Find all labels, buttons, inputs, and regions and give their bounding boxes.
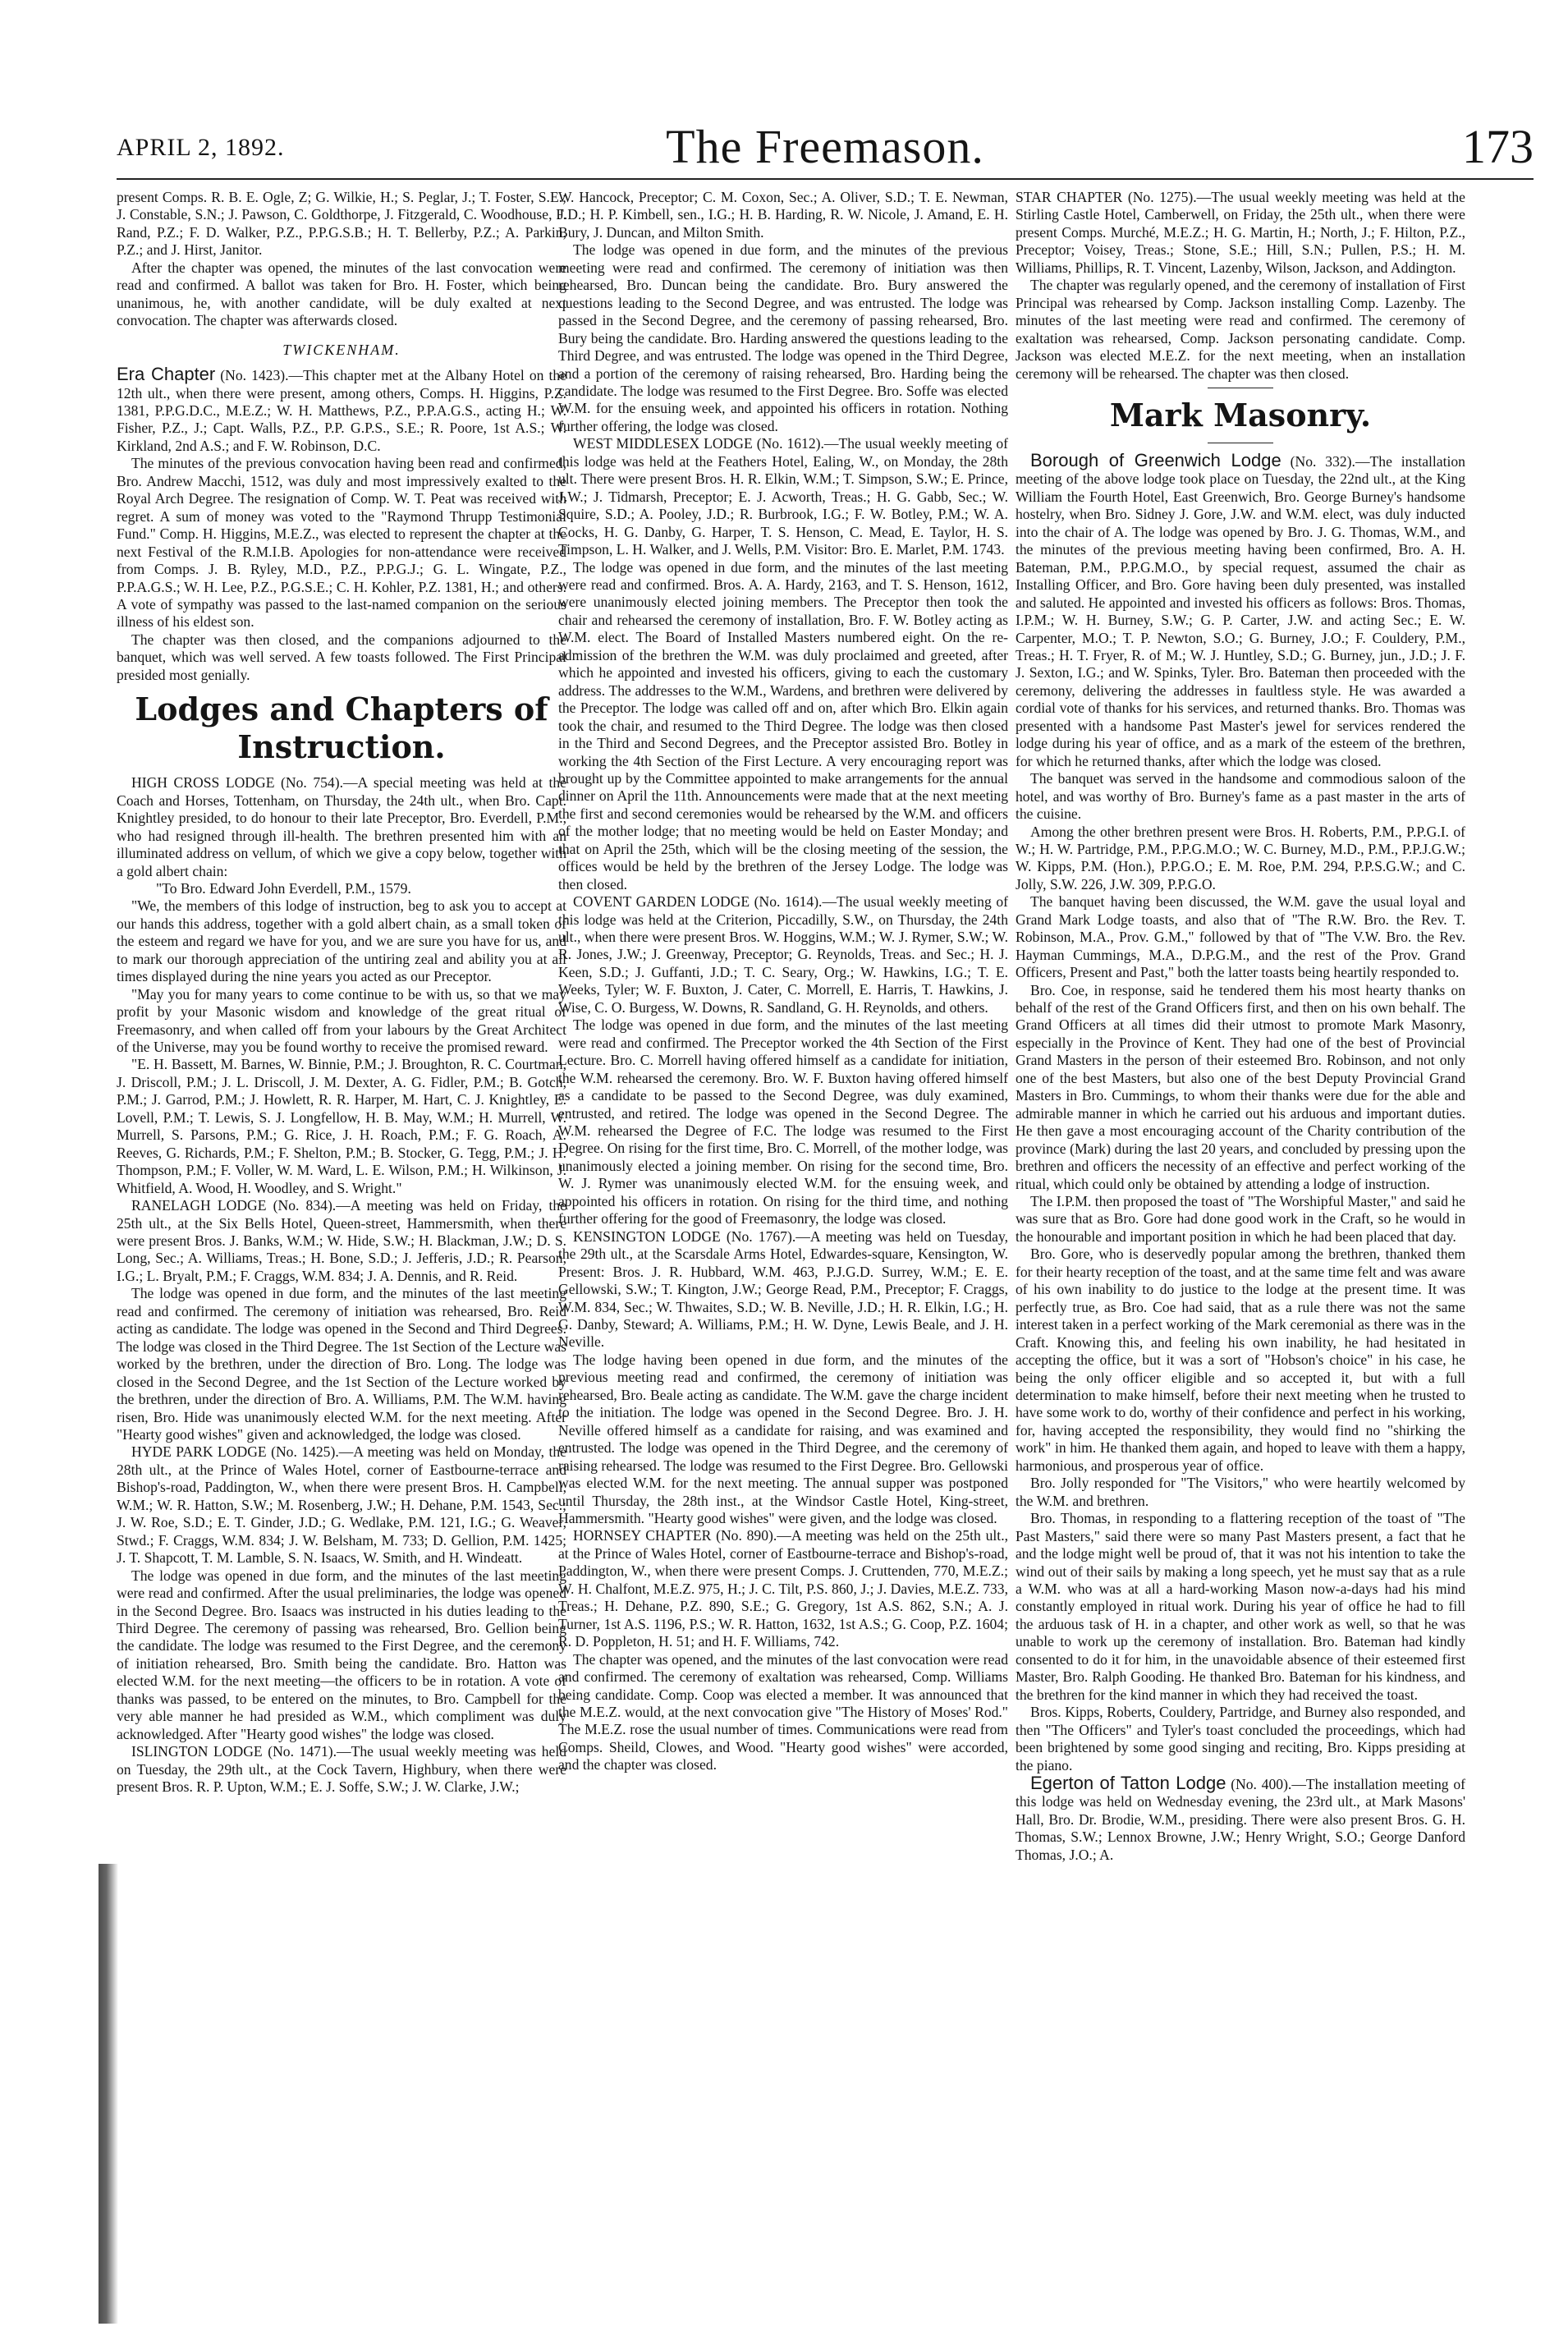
paragraph: COVENT GARDEN LODGE (No. 1614).—The usual weekly meeting of this lodge was held at the Criterion, Piccadilly, S.W., on Thursday, the 24th ult., when there were present Bros. W. Hoggins, W.M.; W. J. Rymer, S.W.; W. R. Jones, J.W.; J. Greenway, Preceptor; G. Reynolds, Treas. and Sec.; H. J. Keen, S.D.; J. Guffanti, J.D.; T. C. Seary, Org.; W. Hawkins, I.G.; T. E. Weeks, Tyler; W. F. Buxton, J. Cater, C. Morrell, E. Harris, T. Hawkins, J. Wise, C. O. Burgess, W. Downs, R. Sandland, G. H. Reynolds, and others. [558, 893, 1008, 1016]
article-title: Era Chapter [117, 364, 216, 385]
paragraph: The lodge was opened in due form, and the minutes of the last meeting were read and confirmed. Bros. A. A. Hardy, 2163, and T. S. Henson, 1612, were unanimously elected joining members. The Preceptor then took the chair and rehearsed the ceremony of installation, Bro. F. W. Botley acting as W.M. elect. The Board of Installed Masters numbered eight. On the re-admission of the brethren the W.M. was duly proclaimed and greeted, after which he appointed and invested his officers, giving to each the customary address. The addresses to the W.M., Wardens, and brethren were delivered by the Preceptor. The lodge was called off and on, after which Bro. Elkin again took the chair, and resumed to the Third Degree. The lodge was then closed in the Third and Second Degrees, and the Preceptor assisted Bro. Botley in working the 4th Section of the First Lecture. A very encouraging report was brought up by the Committee appointed to make arrangements for the annual dinner on April the 11th. Announcements were made that at the next meeting the first and second ceremonies would be rehearsed by the W.M. and officers of the mother lodge; that no meeting would be held on Easter Monday; and that on April the 25th, which will be the closing meeting of the session, the offices would be held by the brethren of the Jersey Lodge. The lodge was then closed. [558, 558, 1008, 892]
paragraph: The lodge was opened in due form, and the minutes of the last meeting were read and confirmed. The Preceptor worked the 4th Section of the First Lecture. Bro. C. Morrell having offered himself as a candidate for initiation, the W.M. rehearsed the ceremony. Bro. W. F. Buxton having offered himself as a candidate to be passed to the Second Degree, was duly examined, entrusted, and retired. The lodge was opened in the Second Degree. The W.M. rehearsed the Degree of F.C. The lodge was resumed to the First Degree. On rising for the first time, Bro. C. Morrell, of the mother lodge, was unanimously elected a joining member. On rising for the second time, Bro. W. J. Rymer was unanimously elected W.M. for the ensuing week, and appointed his officers in rotation. On rising for the third time, and nothing further offering for the good of Freemasonry, the lodge was closed. [558, 1016, 1008, 1227]
article-borough-of-greenwich [1016, 449, 1465, 770]
article-body: (No. 332).—The installation meeting of the above lodge took place on Tuesday, the 22nd ult., at the King William the Fourth Hotel, East Greenwich, Bro. George Burney's handsome hostelry, when Bro. Sidney J. Gore, J.W. and W.M. elect, was duly inducted into the chair of A. The lodge was opened by Bro. J. G. Thomas, W.M., and the minutes of the previous meeting having been confirmed, Bro. A. H. Bateman, P.M., P.P.G.M.O., by special request, assumed the chair as Installing Officer, and Bro. Gore having been duly presented, was installed and saluted. He appointed and invested his officers as follows: Bros. Thomas, I.P.M.; W. H. Burney, S.W.; G. P. Carter, J.W. and acting Sec.; E. W. Carpenter, M.O.; T. P. Newton, S.O.; G. Burney, J.O.; F. Couldery, P.M., Treas.; H. T. Fryer, R. of M.; W. J. Huntley, S.D.; G. Burney, jun., J.D.; J. F. J. Sexton, I.G.; and W. Spinks, Tyler. Bro. Bateman then proceeded with the ceremony, delivering the addresses in faultless style. He was awarded a cordial vote of thanks for his services, and returned thanks. Bro. Thomas was presented with a handsome Past Master's jewel for services rendered the lodge during his year of office, and as a mark of the esteem of the brethren, for which he returned thanks, after which the lodge was closed. [1016, 452, 1465, 769]
paragraph: Bros. Kipps, Roberts, Couldery, Partridge, and Burney also responded, and then "The Officers" and Tyler's toast concluded the proceedings, which had been brightened by some good singing and reciting, Bro. Kipps presiding at the piano. [1016, 1704, 1465, 1773]
publication-title: The Freemason. [666, 120, 984, 173]
article-title: Egerton of Tatton Lodge [1030, 1772, 1226, 1793]
paragraph: HYDE PARK LODGE (No. 1425).—A meeting was held on Monday, the 28th ult., at the Prince of Wales Hotel, corner of Eastbourne-terrace and Bishop's-road, Paddington, W., when there were present Bros. H. Campbell, W.M.; W. R. Hatton, S.W.; M. Rosenberg, J.W.; H. Dehane, P.M. 1543, Sec.; J. W. Roe, S.D.; E. T. Ginder, J.D.; G. Wedlake, P.M. 121, I.G.; G. Weaver, Stwd.; F. Craggs, W.M. 834; J. W. Belsham, M. 733; D. Gellion, P.M. 1425; J. T. Shapcott, T. M. Lamble, S. N. Isaacs, W. Smith, and H. Windeatt. [117, 1443, 566, 1567]
address-salutation: "To Bro. Edward John Everdell, P.M., 1579. [156, 879, 411, 897]
scan-binding-shadow [99, 1864, 118, 2324]
column-2 [558, 189, 1008, 1774]
paragraph: The lodge having been opened in due form, and the minutes of the previous meeting read and confirmed, the ceremony of initiation was rehearsed, Bro. Beale acting as candidate. The W.M. gave the charge incident to the initiation. The lodge was opened in the Second Degree. Bro. J. H. Neville offered himself as a candidate for raising, and was examined and entrusted. The lodge was opened in the Third Degree, and the ceremony of raising rehearsed. The lodge was resumed to the First Degree. Bro. Gellowski was elected W.M. for the next meeting. The annual supper was postponed until Thursday, the 28th inst., at the Windsor Castle Hotel, King-street, Hammersmith. "Hearty good wishes" were given, and the lodge was closed. [558, 1351, 1008, 1526]
paragraph: present Comps. R. B. E. Ogle, Z; G. Wilkie, H.; S. Peglar, J.; T. Foster, S.E.; J. Constable, S.N.; J. Pawson, C. Goldthorpe, J. Fitzgerald, C. Woodhouse, F. Rand, P.Z.; F. D. Walker, P.Z., P.P.G.S.B.; H. T. Bellerby, P.Z.; A. Parkin, P.Z.; and J. Hirst, Janitor. [117, 189, 566, 259]
article-title: Borough of Greenwich Lodge [1030, 449, 1281, 470]
paragraph: STAR CHAPTER (No. 1275).—The usual weekly meeting was held at the Stirling Castle Hotel, Camberwell, on Friday, the 25th ult., when there were present Comps. Murché, M.E.Z.; H. G. Martin, H.; North, J.; F. Hilton, P.Z., Preceptor; Voisey, Treas.; Stone, S.E.; Hill, S.N.; Pullen, P.S.; H. M. Williams, Phillips, R. T. Vincent, Lazenby, Wilson, Jackson, and Addington. [1016, 189, 1465, 276]
paragraph: "May you for many years to come continue to be with us, so that we may profit by your Masonic wisdom and knowledge of the great ritual of Freemasonry, and when called off from your labours by the Great Architect of the Universe, may you be found worthy to receive the promised reward. [117, 985, 566, 1056]
paragraph: Bro. Jolly responded for "The Visitors," who were heartily welcomed by the W.M. and brethren. [1016, 1475, 1465, 1509]
paragraph: HORNSEY CHAPTER (No. 890).—A meeting was held on the 25th ult., at the Prince of Wales Hotel, corner of Eastbourne-terrace and Bishop's-road, Paddington, W., when there were present Comps. J. Cruttenden, 770, M.E.Z.; W. H. Chalfont, M.E.Z. 975, H.; J. C. Tilt, P.S. 860, J.; J. Davies, M.E.Z. 733, Treas.; H. Dehane, P.Z. 890, S.E.; G. Gregory, 1st A.S. 862, S.N.; A. J. Turner, 1st A.S. 1196, P.S.; W. R. Hatton, 1632, 1st A.S.; G. Coop, P.Z. 1604; R. D. Poppleton, H. 51; and H. F. Williams, 742. [558, 1527, 1008, 1650]
signatories: "E. H. Bassett, M. Barnes, W. Binnie, P.M.; J. Broughton, R. C. Courtman, J. Driscoll, P.M.; J. L. Driscoll, J. M. Dexter, A. G. Fidler, P.M.; B. Gotch, P.M.; J. Garrod, P.M.; J. Howlett, R. R. Harper, M. Hart, C. J. Knightley, E. Lovell, P.M.; T. Lewis, S. J. Longfellow, H. B. May, W.M.; H. Murrell, W. Murrell, S. Parsons, P.M.; G. Rice, J. H. Roach, P.M.; F. G. Roach, A. Reeves, G. Richards, P.M.; F. Shelton, P.M.; B. Stocker, G. Tegg, P.M.; J. H. Thompson, P.M.; F. Voller, W. M. Ward, L. E. Wilson, P.M.; H. Wilkinson, J. Whitfield, A. Wood, H. Woodley, and S. Wright." [117, 1056, 566, 1196]
paragraph: The lodge was opened in due form, and the minutes of the last meeting read and confirmed. The ceremony of initiation was rehearsed, Bro. Reid acting as candidate. The lodge was opened in the Second and Third Degrees. The lodge was closed in the Third Degree. The 1st Section of the Lecture was worked by the brethren, under the direction of Bro. Long. The lodge was closed in the Second Degree, and the 1st Section of the Lecture worked by the brethren, under the direction of Bro. A. Williams, P.M. The W.M. having risen, Bro. Hide was unanimously elected W.M. for the next meeting. After "Hearty good wishes" given and acknowledged, the lodge was closed. [117, 1285, 566, 1443]
paragraph: The chapter was then closed, and the companions adjourned to the banquet, which was well served. A few toasts followed. The First Principal presided most genially. [117, 631, 566, 683]
article-era-chapter [117, 365, 566, 455]
paragraph: The lodge was opened in due form, and the minutes of the previous meeting were read and confirmed. The ceremony of initiation was then rehearsed, Bro. Duncan being the candidate. Bro. Bury answered the questions leading to the Second Degree, and was entrusted. The lodge was passed in the Second Degree, and the ceremony of passing rehearsed, Bro. Bury being the candidate. Bro. Harding answered the questions leading to the Third Degree, and was entrusted. The lodge was opened in the Third Degree, and a portion of the ceremony of raising rehearsed, Bro. Harding being the candidate. The lodge was resumed to the First Degree. Bro. Soffe was elected W.M. for the ensuing week, and appointed his officers in rotation. Nothing further offering, the lodge was closed. [558, 241, 1008, 434]
section-heading: Lodges and Chapters of Instruction. [135, 691, 548, 766]
paragraph: After the chapter was opened, the minutes of the last convocation were read and confirmed. A ballot was taken for Bro. H. Foster, which being unanimous, he, with another candidate, will be duly exalted at next convocation. The chapter was afterwards closed. [117, 259, 566, 329]
column-1 [117, 189, 566, 1796]
article-body: (No. 1423).—This chapter met at the Albany Hotel on the 12th ult., when there were present, among others, Comps. H. Higgins, P.Z. 1381, P.P.G.D.C., M.E.Z.; W. H. Matthews, P.Z., P.P.A.G.S., acting H.; W. Fisher, P.Z., J.; Capt. Walls, P.Z., P.P. G.P.S., S.E.; R. Poore, 1st A.S.; W. Kirkland, 2nd A.S.; and F. W. Robinson, D.C. [117, 367, 566, 454]
paragraph: The banquet having been discussed, the W.M. gave the usual loyal and Grand Mark Lodge toasts, and also that of "The R.W. Bro. the Rev. T. Robinson, M.A., Prov. G.M.," followed by that of "The V.W. Bro. the Rev. Hayman Cummings, M.A., D.P.G.M., and the rest of the Prov. Grand Officers, Present and Past," both the latter toasts being heartily responded to. [1016, 893, 1465, 981]
header-rule [117, 178, 1534, 180]
page-number: 173 [1462, 120, 1534, 173]
article-egerton-of-tatton [1016, 1774, 1465, 1864]
paragraph: The lodge was opened in due form, and the minutes of the last meeting were read and confirmed. After the usual preliminaries, the lodge was opened in the Second Degree. Bro. Isaacs was instructed in his duties leading to the Third Degree. The ceremony of passing was rehearsed, Bro. Gellion being the candidate. The lodge was resumed to the First Degree, and the ceremony of initiation rehearsed, Bro. Smith being the candidate. Bro. Hatton was elected W.M. for the next meeting—the officers to be in rotation. A vote of thanks was passed, to be entered on the minutes, to Bro. Campbell for the very able manner he had presided as W.M., which compliment was duly acknowledged. After "Hearty good wishes" the lodge was closed. [117, 1567, 566, 1742]
paragraph: Bro. Gore, who is deservedly popular among the brethren, thanked them for their hearty reception of the toast, and at the same time felt and was aware of his own inability to do justice to the lodge at the present time. It was perfectly true, as Bro. Coe had said, that as a rule there was not the same interest taken in a perfect working of the Mark ceremonial as there was in the Craft. Knowing this, and feeling his own inability, he had hesitated in accepting the office, but it was a sort of "Hobson's choice" in his case, he being the only officer eligible and so accepted it, but with a full determination to make himself, before their next meeting when he trusted to have some work to do, worthy of their confidence and perfect in his working, for, having accepted the responsibility, they would find no "shirking the work" in him. He thanked them again, and hoped to leave with them a happy, harmonious, and prosperous year of office. [1016, 1246, 1465, 1474]
place-heading: TWICKENHAM. [282, 341, 401, 358]
paragraph: The banquet was served in the handsome and commodious saloon of the hotel, and was worthy of Bro. Burney's fame as a past master in the arts of the cuisine. [1016, 770, 1465, 823]
paragraph: W. Hancock, Preceptor; C. M. Coxon, Sec.; A. Oliver, S.D.; T. E. Newman, J.D.; H. P. Kimbell, sen., I.G.; H. B. Harding, R. W. Nicole, J. Amand, E. H. Bury, J. Duncan, and Milton Smith. [558, 189, 1008, 241]
paragraph: The minutes of the previous convocation having been read and confirmed, Bro. Andrew Macchi, 1512, was duly and most impressively exalted to the Royal Arch Degree. The resignation of Comp. W. T. Peat was received with regret. A sum of money was voted to the "Raymond Thrupp Testimonial Fund." Comp. H. Higgins, M.E.Z., was elected to represent the chapter at the next Festival of the R.M.I.B. Apologies for non-attendance were received from Comps. J. B. Ryley, M.D., P.Z., P.P.G.J.; G. L. Wingate, P.Z., P.P.A.G.S.; W. H. Lee, P.Z., P.G.S.E.; C. H. Kohler, P.Z. 1381, H.; and others. A vote of sympathy was passed to the last-named companion on the serious illness of his eldest son. [117, 455, 566, 631]
paragraph: Bro. Coe, in response, said he tendered them his most hearty thanks on behalf of the rest of the Grand Officers first, and then on his own behalf. The Grand Officers at all times did their utmost to promote Mark Masonry, especially in the Province of Kent. They had one of the best of Provincial Grand Masters in the person of their esteemed Bro. Robinson, and not only one of the best Masters, but also one of the best Deputy Provincial Grand Masters in Bro. Cummings, to whom their thanks were due for the able and admirable manner in which he carried out his arduous and important duties. He then gave a most encouraging account of the Charity contribution of the province (Mark) during the last 20 years, and concluded by pressing upon the brethren and officers the necessity of an effective and perfect working of the ritual, which could only be obtained by attending a lodge of instruction. [1016, 981, 1465, 1192]
masthead [117, 119, 1534, 177]
paragraph: The I.P.M. then proposed the toast of "The Worshipful Master," and said he was sure that as Bro. Gore had done good work in the Craft, so he would in the honourable and important position in which he had been placed that day. [1016, 1193, 1465, 1245]
section-heading: Mark Masonry. [1109, 396, 1372, 434]
column-3 [1016, 189, 1465, 1864]
issue-date: APRIL 2, 1892. [117, 134, 285, 161]
paragraph: RANELAGH LODGE (No. 834).—A meeting was held on Friday, the 25th ult., at the Six Bells Hotel, Queen-street, Hammersmith, when there were present Bros. J. Banks, W.M.; W. Hide, S.W.; H. Blackman, J.W.; D. S. Long, Sec.; A. Williams, Treas.; H. Bone, S.D.; J. Jefferis, J.D.; R. Pearson, I.G.; L. Bryalt, P.M.; F. Craggs, W.M. 834; J. A. Dennis, and R. Reid. [117, 1197, 566, 1284]
paragraph: KENSINGTON LODGE (No. 1767).—A meeting was held on Tuesday, the 29th ult., at the Scarsdale Arms Hotel, Edwardes-square, Kensington, W. Present: Bros. J. R. Hubbard, W.M. 463, P.J.G.D. Surrey, W.M.; E. E. Gellowski, S.W.; T. Kington, J.W.; George Read, P.M., Preceptor; F. Craggs, W.M. 834, Sec.; W. Thwaites, S.D.; W. B. Neville, J.D.; H. R. Elkin, I.G.; H. G. Danby, Steward; A. Williams, P.M.; H. W. Dyne, Lewis Beale, and J. H. Neville. [558, 1227, 1008, 1351]
paragraph: ISLINGTON LODGE (No. 1471).—The usual weekly meeting was held on Tuesday, the 29th ult., at the Cock Tavern, Highbury, when there were present Bros. R. P. Upton, W.M.; E. J. Soffe, S.W.; J. W. Clarke, J.W.; [117, 1743, 566, 1796]
paragraph: WEST MIDDLESEX LODGE (No. 1612).—The usual weekly meeting of this lodge was held at the Feathers Hotel, Ealing, W., on Monday, the 28th ult. There were present Bros. H. R. Elkin, W.M.; T. Simpson, S.W.; E. Prince, J.W.; J. Tidmarsh, Preceptor; E. J. Acworth, Treas.; H. G. Gabb, Sec.; W. Squire, S.D.; A. Pooley, J.D.; R. Burbrook, I.G.; F. W. Botley, P.M.; W. A. Cocks, H. G. Danby, G. Harper, T. S. Henson, C. Mead, E. Taylor, H. S. Timpson, L. H. Walker, and J. Wells, P.M. Visitor: Bro. E. Marlet, P.M. 1743. [558, 435, 1008, 558]
article-body: (No. 400).—The installation meeting of this lodge was held on Wednesday evening, the 23rd ult., at Mark Masons' Hall, Bro. Dr. Brodie, W.M., presiding. There were also present Bros. G. H. Thomas, S.W.; Lennox Browne, J.W.; Henry Wright, S.O.; George Danford Thomas, J.O.; A. [1016, 1775, 1465, 1863]
paragraph: HIGH CROSS LODGE (No. 754).—A special meeting was held at the Coach and Horses, Tottenham, on Thursday, the 24th ult., when Bro. Capt. Knightley presided, to do honour to their late Preceptor, Bro. Everdell, P.M., who had resigned through ill-health. The brethren presented him with an illuminated address on vellum, of which we give a copy below, together with a gold albert chain: [117, 774, 566, 879]
paragraph: "We, the members of this lodge of instruction, beg to ask you to accept at our hands this address, together with a gold albert chain, as a small token of the esteem and regard we have for you, and we are sure you have for us, and to mark our thorough appreciation of the untiring zeal and ability you at all times displayed during the nine years you acted as our Preceptor. [117, 897, 566, 985]
paragraph: Among the other brethren present were Bros. H. Roberts, P.M., P.P.G.I. of W.; H. W. Partridge, P.M., P.P.G.M.O.; W. C. Burney, M.D., P.M., P.P.J.G.W.; W. Kipps, P.M. (Hon.), P.P.G.O.; E. M. Roe, P.M. 294, P.P.S.G.W.; and C. Jolly, S.W. 226, J.W. 309, P.P.G.O. [1016, 823, 1465, 892]
paragraph: Bro. Thomas, in responding to a flattering reception of the toast of "The Past Masters," said there were so many Past Masters present, a fact that he and the lodge might well be proud of, that it was not his intention to take the wind out of their sails by making a long speech, yet he must say that as a rule a W.M. who was at all a hard-working Mason now-a-days had his mind constantly employed in ritual work. During his year of office he had to fill the arduous task of H. in a chapter, and other work as well, so that he was unable to work up the ceremony of installation. Bro. Bateman had kindly consented to do it for him, in the unavoidable absence of their esteemed first Master, Bro. Ralph Gooding. He thanked Bro. Bateman for his kindness, and the brethren for the kind manner in which they had received the toast. [1016, 1510, 1465, 1703]
paragraph: The chapter was regularly opened, and the ceremony of installation of First Principal was rehearsed by Comp. Jackson installing Comp. Lazenby. The minutes of the last meeting were read and confirmed. The ceremony of exaltation was rehearsed, Comp. Jackson personating candidate. Comp. Jackson was elected M.E.Z. for the next meeting, when an installation ceremony will be rehearsed. The chapter was then closed. [1016, 277, 1465, 382]
paragraph: The chapter was opened, and the minutes of the last convocation were read and confirmed. The ceremony of exaltation was rehearsed, Comp. Williams being candidate. Comp. Coop was elected a member. It was announced that the M.E.Z. would, at the next convocation give "The History of Moses' Rod." The M.E.Z. rose the usual number of times. Communications were read from Comps. Sheild, Clowes, and Wood. "Hearty good wishes" were accorded, and the chapter was closed. [558, 1650, 1008, 1773]
